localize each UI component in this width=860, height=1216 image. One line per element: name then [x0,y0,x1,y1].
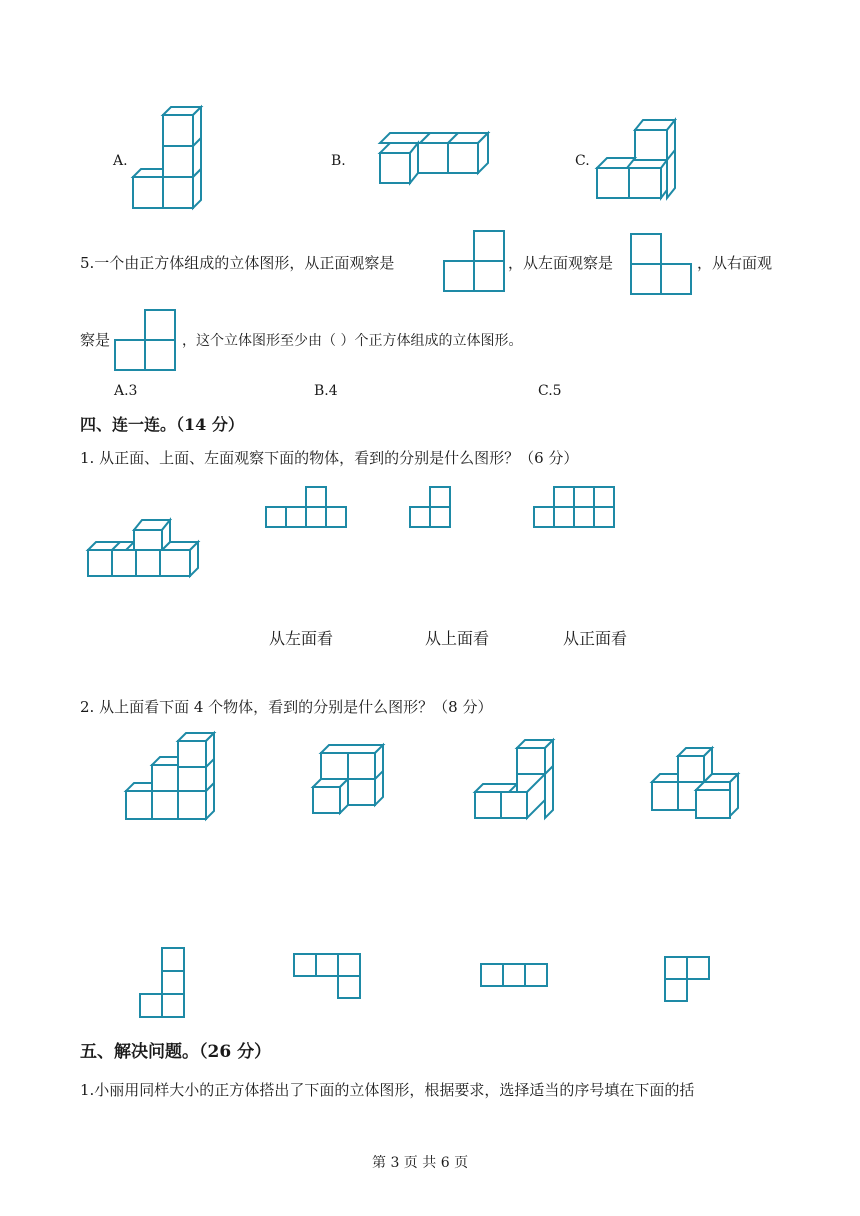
q5-text-part4: 察是 [80,331,111,349]
q5-text-part1: 5.一个由正方体组成的立体图形，从正面观察是 [80,254,395,272]
q4-figure-b [378,131,490,187]
q5-option-c: C.5 [538,383,562,399]
s4q2-view-3 [480,963,550,989]
label-front-view: 从正面看 [563,629,628,648]
q5-option-b: B.4 [314,383,338,399]
q4-option-b: B. [331,153,346,169]
s4q2-solid-3 [473,738,557,822]
q5-option-a: A.3 [114,383,138,399]
q5-front-view [443,230,507,294]
s4q2-solid-4 [650,746,740,822]
q5-text-part5: ，这个立体图形至少由（ ）个正方体组成的立体图形。 [182,333,523,349]
s4q1-view-1 [265,486,349,532]
section4-title: 四、连一连。（14 分） [80,415,244,434]
q4-figure-c [595,118,677,200]
q4-figure-a [131,106,203,210]
s4q1-view-2 [409,486,453,532]
q5-right-view [114,309,178,373]
q5-text-part2: ，从左面观察是 [508,254,614,272]
section5-q1-text: 1.小丽用同样大小的正方体搭出了下面的立体图形，根据要求，选择适当的序号填在下面的括 [80,1081,695,1099]
section4-q2-text: 2. 从上面看下面 4 个物体，看到的分别是什么图形？（8 分） [80,698,493,716]
s4q2-solid-1 [124,731,218,823]
label-top-view: 从上面看 [425,629,490,648]
label-left-view: 从左面看 [269,629,334,648]
section5-title: 五、解决问题。（26 分） [80,1042,272,1062]
s4q2-view-2 [293,953,363,1001]
q4-option-c: C. [575,153,590,169]
s4q1-solid-figure [86,518,202,580]
page-footer: 第 3 页 共 6 页 [372,1155,469,1171]
q5-text-part3: ，从右面观 [697,254,773,272]
s4q2-view-4 [664,956,712,1004]
q4-option-a: A. [113,153,128,169]
q5-left-view [630,233,694,297]
section4-q1-text: 1. 从正面、上面、左面观察下面的物体，看到的分别是什么图形？（6 分） [80,449,579,467]
s4q1-view-3 [533,486,617,532]
s4q2-view-1 [139,947,189,1019]
s4q2-solid-2 [311,743,387,817]
